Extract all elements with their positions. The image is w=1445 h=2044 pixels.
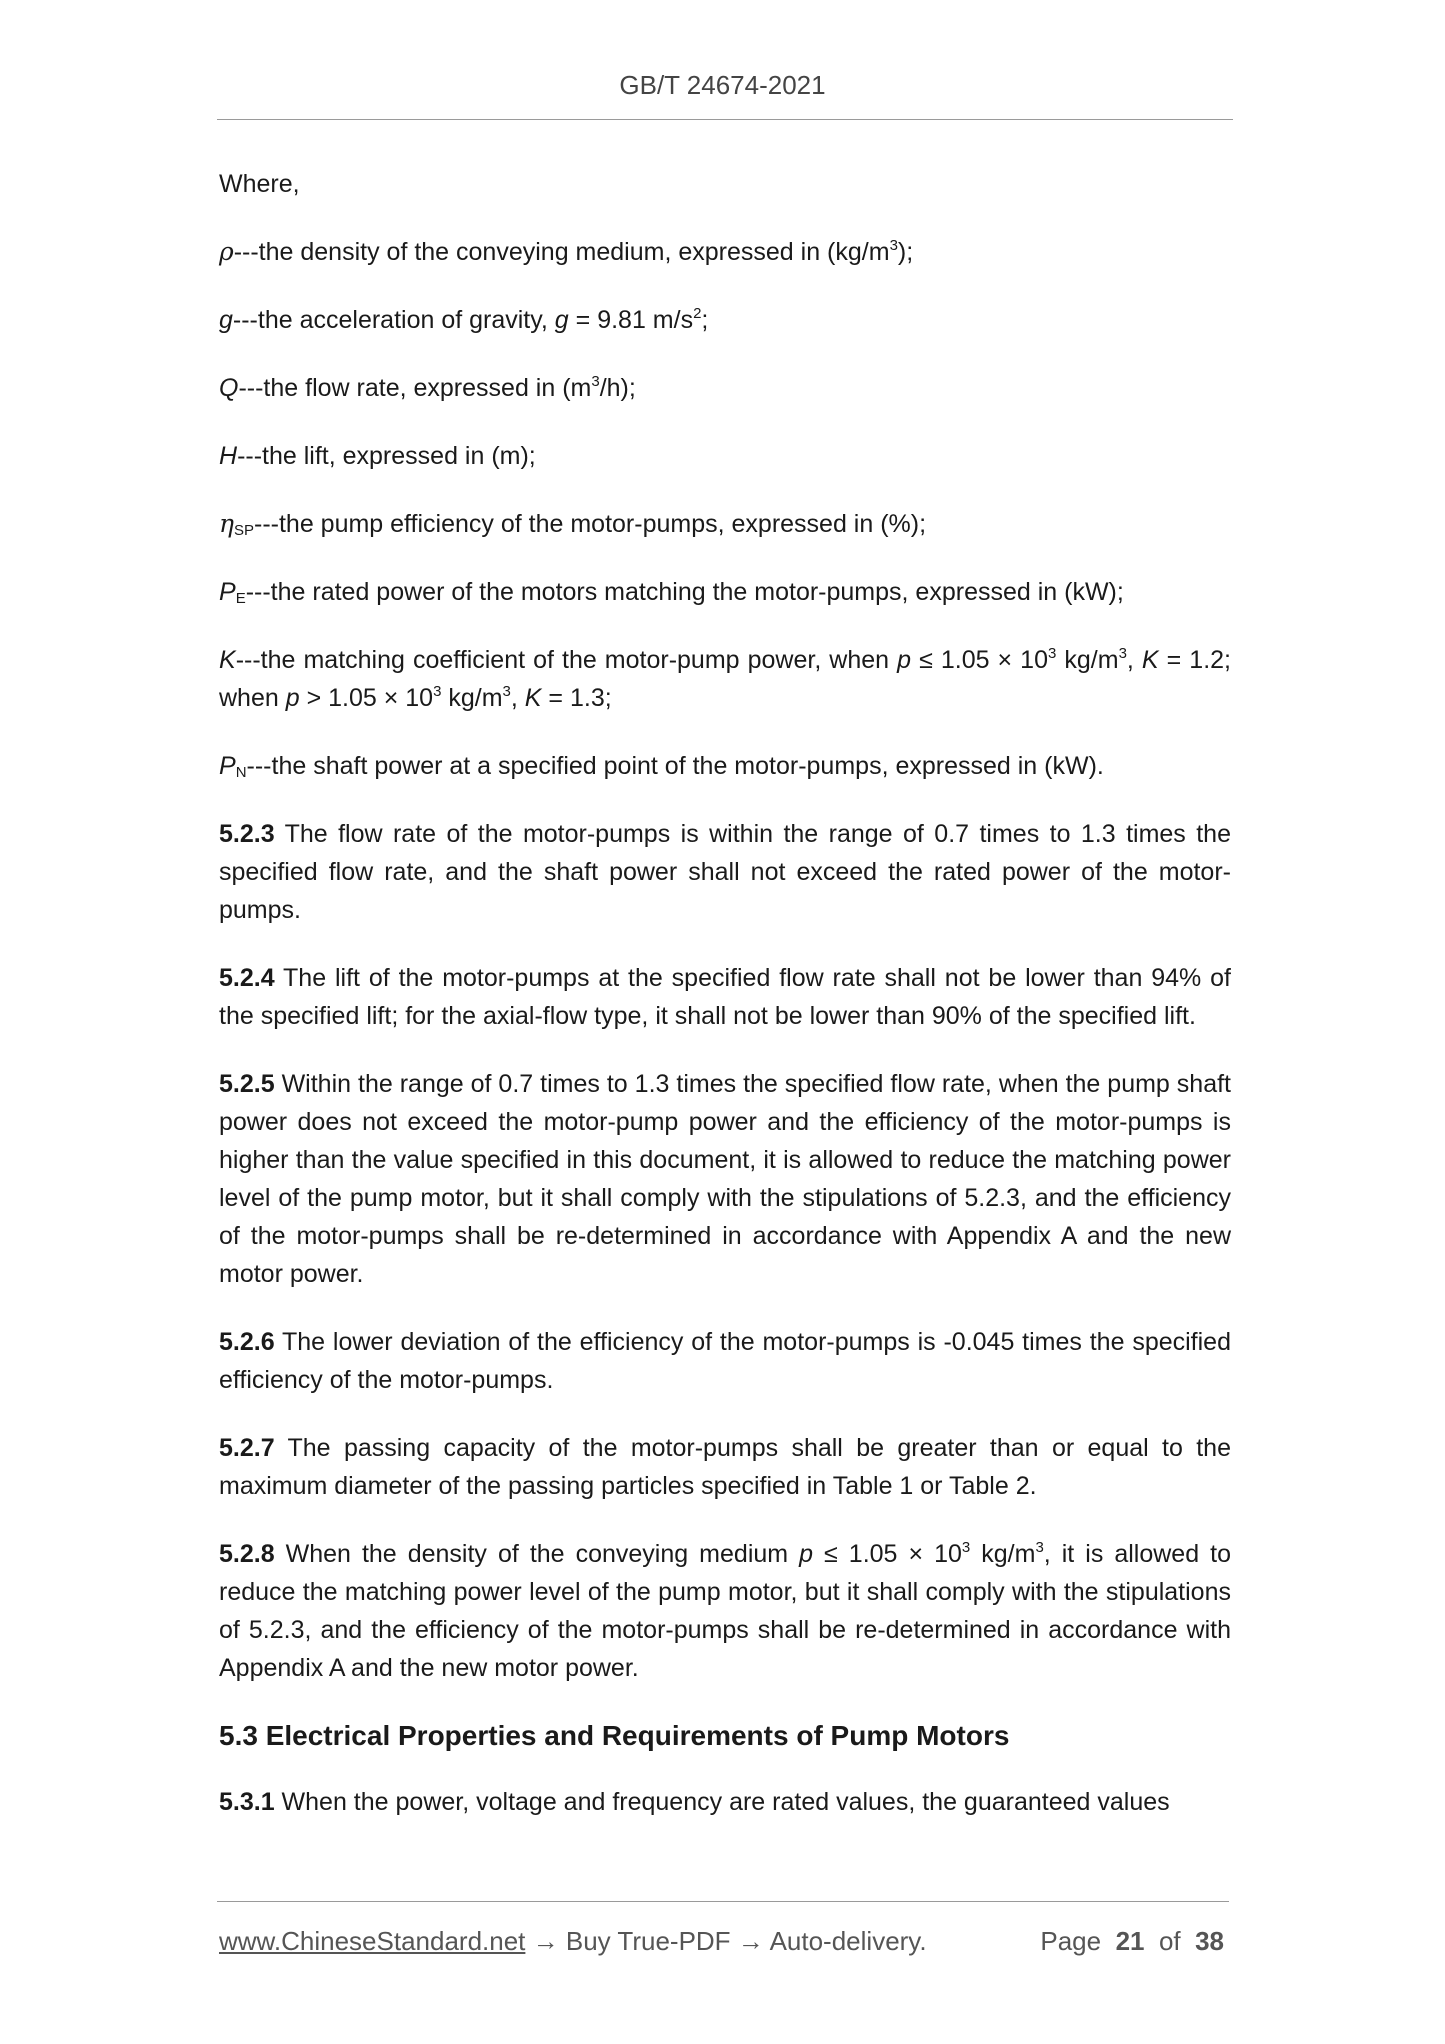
definition-text: kg/m bbox=[1056, 646, 1119, 674]
definition-end: ; bbox=[701, 306, 709, 334]
superscript: 2 bbox=[693, 305, 702, 322]
page-content bbox=[219, 165, 1231, 1851]
symbol-p: p bbox=[285, 684, 300, 712]
page-indicator bbox=[1040, 1926, 1224, 1957]
definition-text: ≤ 1.05 × 10 bbox=[911, 646, 1048, 674]
definition-text: , bbox=[510, 684, 525, 712]
clause-text: , it is allowed to reduce the matching power level of the pump motor, but it shall comply with the stipulations of 5.2.3, and the efficiency of the motor-pumps shall be re-determined in accordance with Appendix A and the new motor power. bbox=[219, 1540, 1231, 1682]
clause-text: The passing capacity of the motor-pumps shall be greater than or equal to the maximum diameter of the passing particles specified in Table 1 or Table 2. bbox=[219, 1434, 1231, 1500]
definition-text: ---the flow rate, expressed in (m bbox=[238, 374, 592, 402]
clause-5-2-6 bbox=[219, 1323, 1231, 1399]
page-footer bbox=[219, 1926, 1231, 1957]
definition-text: ---the pump efficiency of the motor-pumps, expressed in (%); bbox=[254, 510, 927, 538]
page-total: 38 bbox=[1195, 1926, 1224, 1956]
clause-5-2-7 bbox=[219, 1429, 1231, 1505]
definition-text: = 1.3; bbox=[541, 684, 612, 712]
subscript: N bbox=[235, 764, 247, 781]
definition-text: ---the lift, expressed in (m); bbox=[237, 442, 536, 470]
definition-text: kg/m bbox=[441, 684, 503, 712]
of-label: of bbox=[1158, 1926, 1181, 1956]
clause-text: kg/m bbox=[970, 1540, 1036, 1568]
page-number: 21 bbox=[1115, 1926, 1145, 1956]
symbol-g-inline: g bbox=[554, 306, 569, 334]
definition-k bbox=[219, 641, 1231, 717]
header-divider bbox=[217, 119, 1233, 120]
definition-end: /h); bbox=[599, 374, 636, 402]
clause-text: Within the range of 0.7 times to 1.3 times the specified flow rate, when the pump shaft power does not exceed the motor-pump power and the efficiency of the motor-pumps is higher than the value specified in this document, it is allowed to reduce the matching power level of the pump motor, but it shall comply with the stipulations of 5.2.3, and the efficiency of the motor-pumps shall be re-determined in accordance with Appendix A and the new motor power. bbox=[219, 1070, 1231, 1288]
clause-text: When the density of the conveying medium bbox=[274, 1540, 800, 1568]
superscript: 3 bbox=[433, 683, 442, 700]
symbol-eta: η bbox=[219, 509, 234, 538]
clause-5-2-3 bbox=[219, 815, 1231, 929]
clause-text: The flow rate of the motor-pumps is within the range of 0.7 times to 1.3 times the specified flow rate, and the shaft power shall not exceed the rated power of the motor-pumps. bbox=[219, 820, 1231, 924]
page-label: Page bbox=[1040, 1926, 1102, 1956]
definition-text: = 1.2; when bbox=[219, 646, 1231, 712]
definition-text: ---the acceleration of gravity, bbox=[232, 306, 555, 334]
clause-number: 5.2.8 bbox=[219, 1540, 275, 1568]
definition-rho bbox=[219, 233, 1231, 271]
definition-text: ---the density of the conveying medium, expressed in (kg/m bbox=[233, 238, 890, 266]
clause-text: The lower deviation of the efficiency of the motor-pumps is -0.045 times the specified efficiency of the motor-pumps. bbox=[219, 1328, 1231, 1394]
clause-number: 5.2.3 bbox=[219, 820, 275, 848]
superscript: 3 bbox=[889, 237, 898, 254]
symbol-k-inline: K bbox=[1141, 646, 1159, 674]
definition-value: = 9.81 m/s bbox=[568, 306, 694, 334]
clause-number: 5.2.5 bbox=[219, 1070, 275, 1098]
clause-text: When the power, voltage and frequency are rated values, the guaranteed values bbox=[274, 1788, 1170, 1816]
definition-text: ---the rated power of the motors matching the motor-pumps, expressed in (kW); bbox=[245, 578, 1124, 606]
superscript: 3 bbox=[1118, 645, 1127, 662]
superscript: 3 bbox=[1048, 645, 1057, 662]
clause-5-2-5 bbox=[219, 1065, 1231, 1293]
symbol-k-inline: K bbox=[524, 684, 542, 712]
symbol-q: Q bbox=[219, 374, 239, 402]
superscript: 3 bbox=[961, 1539, 971, 1556]
clause-text: The lift of the motor-pumps at the specified flow rate shall not be lower than 94% of the specified lift; for the axial-flow type, it shall not be lower than 90% of the specified lift. bbox=[219, 964, 1231, 1030]
definition-eta bbox=[219, 505, 1231, 543]
definition-h bbox=[219, 437, 1231, 475]
clause-text: ≤ 1.05 × 10 bbox=[813, 1540, 962, 1568]
clause-number: 5.2.7 bbox=[219, 1434, 275, 1462]
clause-5-2-4 bbox=[219, 959, 1231, 1035]
document-header: GB/T 24674-2021 bbox=[619, 70, 826, 100]
symbol-h: H bbox=[219, 442, 238, 470]
definition-q bbox=[219, 369, 1231, 407]
footer-promo: → Buy True-PDF → Auto-delivery. bbox=[525, 1926, 927, 1956]
definition-text: ---the shaft power at a specified point of the motor-pumps, expressed in (kW). bbox=[246, 752, 1104, 780]
definition-g bbox=[219, 301, 1231, 339]
superscript: 3 bbox=[502, 683, 511, 700]
symbol-k: K bbox=[219, 646, 236, 674]
clause-number: 5.3.1 bbox=[219, 1788, 275, 1816]
symbol-pn: P bbox=[219, 752, 236, 780]
symbol-p: p bbox=[897, 646, 912, 674]
symbol-pe: P bbox=[219, 578, 236, 606]
definition-text: > 1.05 × 10 bbox=[299, 684, 434, 712]
symbol-rho: ρ bbox=[219, 237, 234, 266]
clause-number: 5.2.4 bbox=[219, 964, 275, 992]
website-link[interactable]: www.ChineseStandard.net bbox=[219, 1926, 526, 1956]
symbol-g: g bbox=[219, 306, 233, 334]
superscript: 3 bbox=[1035, 1539, 1044, 1556]
clause-number: 5.2.6 bbox=[219, 1328, 275, 1356]
clause-5-2-8 bbox=[219, 1535, 1231, 1687]
clause-5-3-1 bbox=[219, 1783, 1231, 1821]
definition-end: ); bbox=[897, 238, 914, 266]
footer-divider bbox=[217, 1901, 1229, 1902]
where-label: Where, bbox=[219, 170, 300, 198]
subscript: E bbox=[235, 590, 246, 607]
subscript: SP bbox=[233, 522, 254, 539]
definition-pn bbox=[219, 747, 1231, 785]
symbol-p: p bbox=[799, 1540, 814, 1568]
definition-text: ---the matching coefficient of the motor-pump power, when bbox=[235, 646, 898, 674]
definition-pe bbox=[219, 573, 1231, 611]
definition-text: , bbox=[1126, 646, 1142, 674]
section-heading-5-3: 5.3 Electrical Properties and Requirements of Pump Motors bbox=[219, 1720, 1010, 1751]
superscript: 3 bbox=[591, 373, 600, 390]
